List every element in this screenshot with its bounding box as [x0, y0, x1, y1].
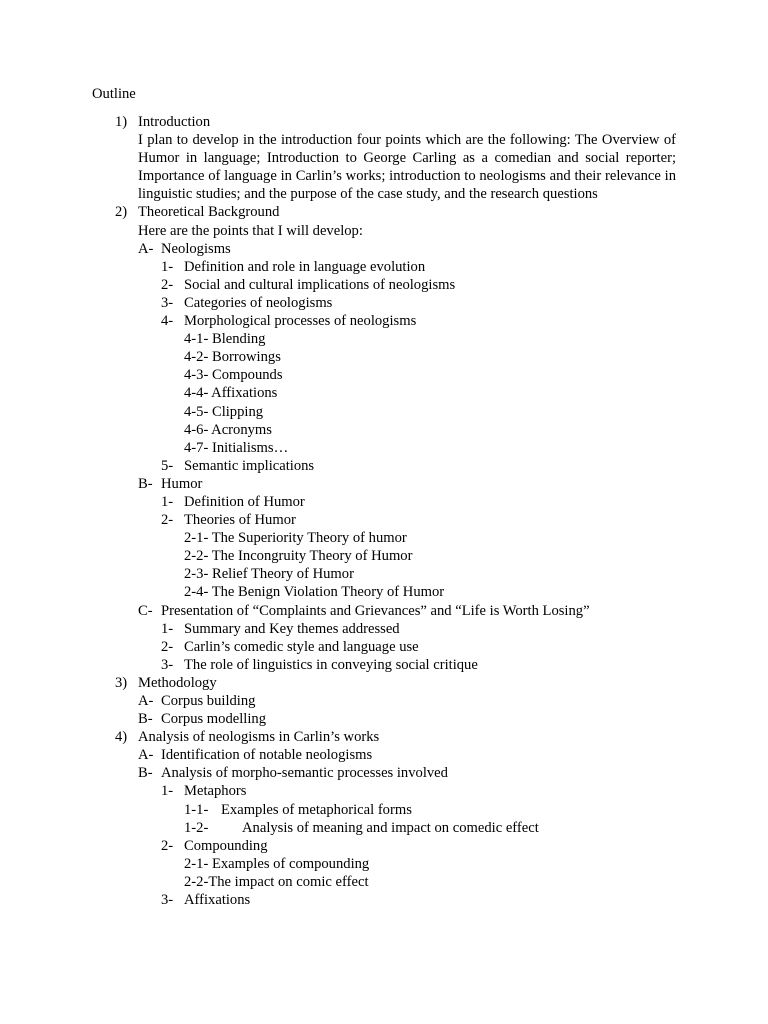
section-theoretical-background	[92, 203, 676, 221]
item-number: 2-	[161, 837, 174, 854]
sub-item-text: 4-4- Affixations	[184, 385, 278, 402]
item-title: Compounding	[184, 837, 268, 854]
item-title: Social and cultural implications of neologisms	[184, 276, 456, 293]
item-title: Definition of Humor	[184, 493, 305, 510]
sub-item	[92, 873, 676, 891]
item-title: Morphological processes of neologisms	[184, 313, 417, 330]
subsection-title: Corpus modelling	[161, 711, 266, 728]
sub-item-text: 2-2- The Incongruity Theory of Humor	[184, 548, 413, 565]
section-title: Introduction	[138, 114, 211, 130]
sub-item-text: 4-5- Clipping	[184, 403, 264, 420]
sub-item-text: 4-7- Initialisms…	[184, 439, 289, 456]
subsection-presentation	[92, 602, 676, 620]
item-number: 1-	[161, 258, 174, 275]
list-item	[92, 656, 676, 674]
subsection-identification	[92, 746, 676, 764]
item-number: 3-	[161, 656, 174, 673]
section-lead-text	[92, 222, 676, 240]
sub-item-title: Examples of metaphorical forms	[221, 801, 412, 818]
item-number: 1-	[161, 620, 174, 637]
item-number: 2-	[161, 276, 174, 293]
sub-item-text: 2-2-The impact on comic effect	[184, 873, 369, 890]
sub-item	[92, 330, 676, 348]
list-item	[92, 294, 676, 312]
subsection-title: Presentation of “Complaints and Grievances” and “Life is Worth Losing”	[161, 602, 590, 619]
subsection-title: Identification of notable neologisms	[161, 747, 373, 764]
section-title: Theoretical Background	[138, 204, 280, 221]
sub-item	[92, 348, 676, 366]
sub-item	[92, 529, 676, 547]
item-title: Metaphors	[184, 783, 247, 800]
sub-item-text: 2-4- The Benign Violation Theory of Humor	[184, 584, 445, 601]
sub-item	[92, 547, 676, 565]
section-methodology	[92, 674, 676, 692]
subsection-humor	[92, 475, 676, 493]
subsection-title: Corpus building	[161, 693, 256, 709]
section-title: Methodology	[138, 674, 217, 691]
sub-item-text: 4-6- Acronyms	[184, 421, 272, 438]
list-item	[92, 638, 676, 656]
sub-item-text: 2-1- Examples of compounding	[184, 855, 370, 872]
list-item	[92, 493, 676, 511]
sub-item-text: 4-1- Blending	[184, 331, 266, 348]
subsection-letter: A-	[138, 693, 154, 709]
outline-heading: Outline	[92, 86, 136, 102]
section-number: 1)	[115, 114, 128, 130]
item-number: 3-	[161, 294, 174, 311]
list-item	[92, 782, 676, 800]
sub-item	[92, 565, 676, 583]
sub-item-text: 2-3- Relief Theory of Humor	[184, 566, 354, 583]
list-item	[92, 276, 676, 294]
item-number: 1-	[161, 783, 174, 800]
subsection-letter: B-	[138, 765, 153, 782]
sub-item	[92, 801, 676, 819]
item-title: Carlin’s comedic style and language use	[184, 638, 419, 655]
sub-item-text: 2-1- The Superiority Theory of humor	[184, 530, 407, 547]
sub-item	[92, 384, 676, 402]
sub-item-text: 4-2- Borrowings	[184, 349, 281, 366]
sub-item-number: 1-1-	[184, 801, 209, 818]
list-item	[92, 511, 676, 529]
introduction-paragraph: I plan to develop in the introduction four points which are the following: The Overview of Humor in language; Introduction to George Carling as a comedian and social reporter; Importance of language in Carlin’s works; introduction to neologisms and their relevance in linguistic studies; and the purpose of the case study, and the research questions	[138, 132, 676, 203]
subsection-title: Humor	[161, 475, 203, 492]
list-item	[92, 258, 676, 276]
subsection-corpus-building	[92, 692, 676, 710]
subsection-title: Neologisms	[161, 240, 231, 257]
subsection-letter: C-	[138, 602, 153, 619]
item-number: 3-	[161, 892, 174, 909]
item-title: Summary and Key themes addressed	[184, 620, 400, 637]
subsection-morpho-semantic	[92, 764, 676, 782]
sub-item	[92, 819, 676, 837]
subsection-title: Analysis of morpho-semantic processes involved	[161, 765, 448, 782]
sub-item-text: 4-3- Compounds	[184, 367, 283, 384]
item-title: Semantic implications	[184, 457, 315, 474]
sub-item	[92, 855, 676, 873]
item-number: 4-	[161, 313, 174, 330]
sub-item-title: Analysis of meaning and impact on comedic effect	[242, 819, 539, 836]
section-analysis	[92, 728, 676, 746]
subsection-letter: A-	[138, 747, 154, 764]
subsection-letter: B-	[138, 711, 153, 728]
item-title: Categories of neologisms	[184, 294, 333, 311]
item-number: 5-	[161, 457, 174, 474]
item-title: Theories of Humor	[184, 512, 296, 529]
list-item	[92, 891, 676, 909]
sub-item-number: 1-2-	[184, 819, 209, 836]
sub-item	[92, 403, 676, 421]
sub-item	[92, 421, 676, 439]
section-number: 2)	[115, 204, 128, 221]
subsection-letter: A-	[138, 240, 154, 257]
item-title: Definition and role in language evolution	[184, 258, 426, 275]
section-number: 4)	[115, 729, 128, 746]
lead-text: Here are the points that I will develop:	[138, 222, 363, 239]
list-item	[92, 837, 676, 855]
subsection-letter: B-	[138, 475, 153, 492]
section-number: 3)	[115, 674, 128, 691]
subsection-neologisms	[92, 240, 676, 258]
sub-item	[92, 439, 676, 457]
item-number: 2-	[161, 638, 174, 655]
item-number: 2-	[161, 512, 174, 529]
list-item	[92, 620, 676, 638]
subsection-corpus-modelling	[92, 710, 676, 728]
sub-item	[92, 583, 676, 601]
section-title: Analysis of neologisms in Carlin’s works	[138, 729, 380, 746]
item-title: The role of linguistics in conveying social critique	[184, 656, 478, 673]
section-introduction	[92, 113, 676, 131]
list-item	[92, 457, 676, 475]
list-item	[92, 312, 676, 330]
item-title: Affixations	[184, 892, 251, 909]
outline-list	[92, 113, 676, 909]
item-number: 1-	[161, 493, 174, 510]
sub-item	[92, 366, 676, 384]
